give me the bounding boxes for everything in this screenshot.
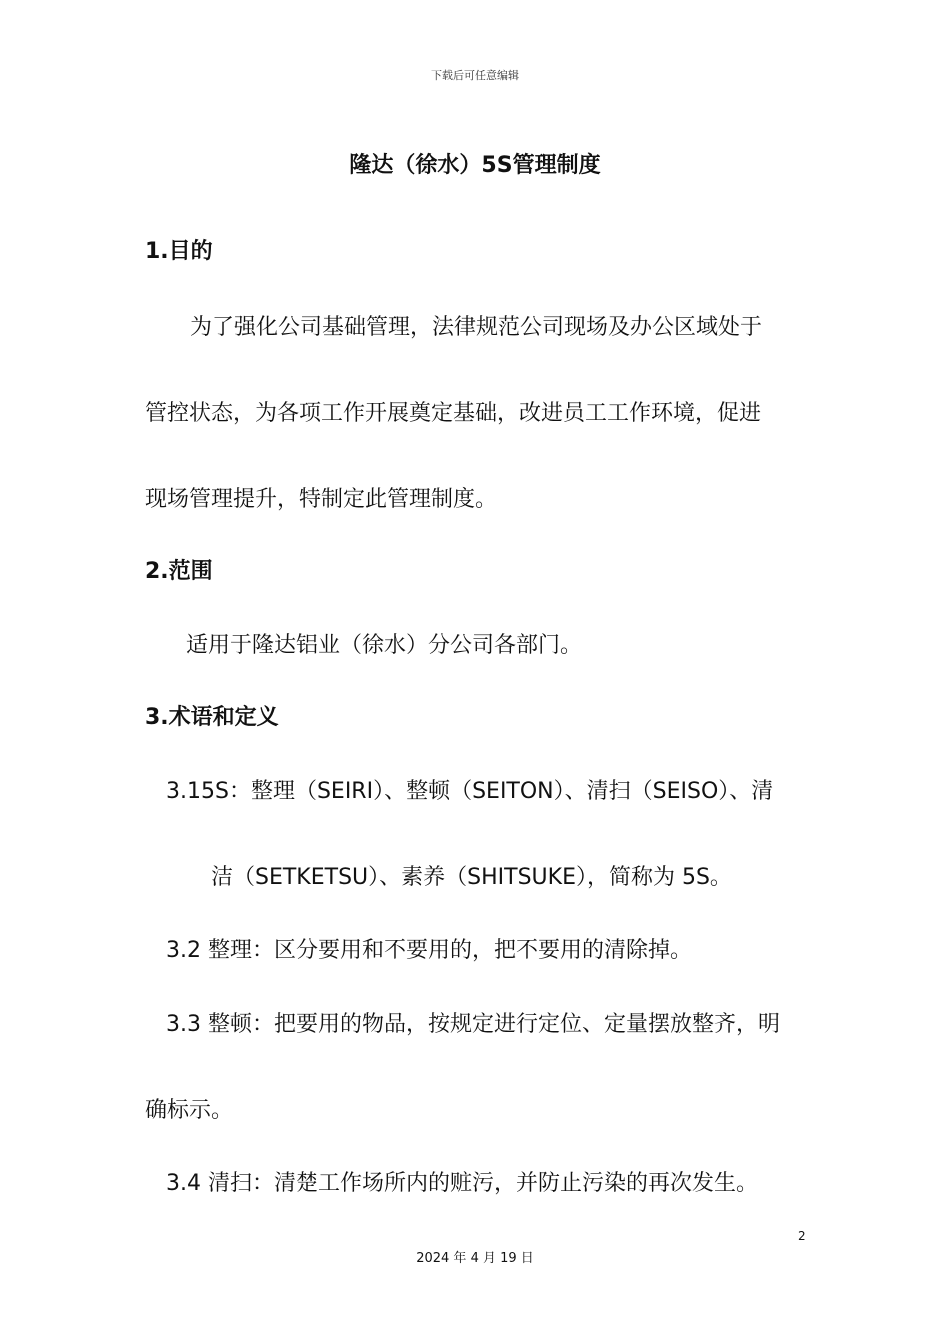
paragraph-line: 管控状态，为各项工作开展奠定基础，改进员工工作环境，促进	[145, 401, 762, 426]
document-title: 隆达（徐水）5S管理制度	[349, 153, 601, 178]
definition-line: 确标示。	[145, 1098, 234, 1123]
section-heading-purpose: 1.目的	[145, 239, 213, 264]
page-number: 2	[798, 1229, 806, 1243]
paragraph-line: 适用于隆达铝业（徐水）分公司各部门。	[186, 633, 583, 658]
paragraph-line: 现场管理提升，特制定此管理制度。	[145, 487, 498, 512]
paragraph-line: 为了强化公司基础管理，法律规范公司现场及办公区域处于	[190, 315, 763, 340]
header-note: 下载后可任意编辑	[431, 69, 519, 82]
definition-line: 3.15S：整理（SEIRI）、整顿（SEITON）、清扫（SEISO）、清	[166, 779, 774, 804]
definition-line: 3.3 整顿：把要用的物品，按规定进行定位、定量摆放整齐，明	[166, 1012, 780, 1037]
section-heading-terms: 3.术语和定义	[145, 705, 279, 730]
definition-line: 洁（SETKETSU）、素养（SHITSUKE），简称为 5S。	[211, 865, 732, 890]
definition-line: 3.2 整理：区分要用和不要用的，把不要用的清除掉。	[166, 938, 692, 963]
definition-line: 3.4 清扫：清楚工作场所内的赃污，并防止污染的再次发生。	[166, 1171, 758, 1196]
footer-date: 2024 年 4 月 19 日	[416, 1251, 534, 1266]
section-heading-scope: 2.范围	[145, 559, 213, 584]
